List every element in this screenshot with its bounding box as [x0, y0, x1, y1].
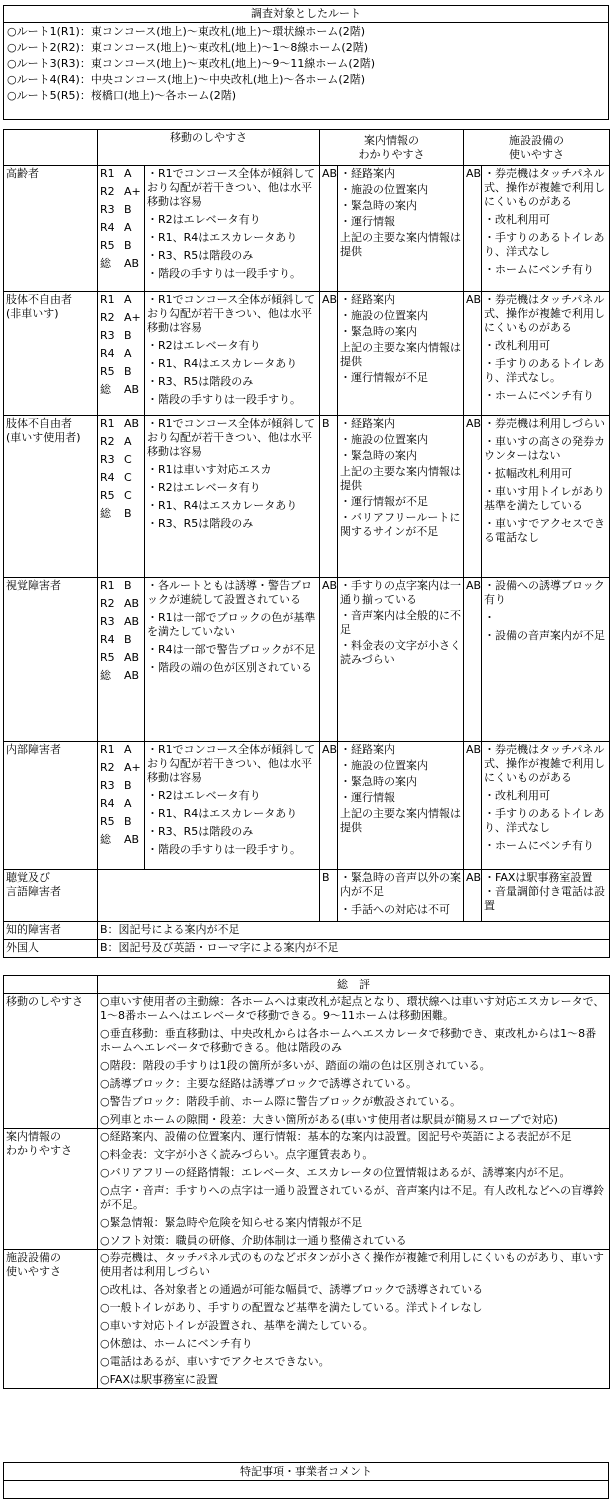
row-label: 知的障害者 — [4, 922, 98, 940]
rating-line — [100, 257, 142, 271]
info-grade: AB — [320, 742, 338, 870]
mobility-item: ・階段の手すりは一段手すり。 — [147, 843, 301, 856]
mobility-cell — [145, 742, 320, 870]
facility-item: ・ホームにベンチ有り — [484, 389, 594, 402]
summary-title: 総 評 — [98, 976, 610, 994]
route-code: R4 — [100, 471, 115, 484]
header-info-line2: わかりやすさ — [358, 147, 425, 161]
ratings-cell — [98, 166, 145, 292]
row-label — [4, 416, 98, 578]
summary-item: ○料金表：文字が小さく読みづらい。点字運賃表あり。 — [100, 1148, 374, 1161]
info-item: 上記の主要な案内情報は提供 — [340, 465, 461, 492]
routes-table — [3, 5, 609, 120]
mobility-item: ・R1、R4はエスカレータあり — [147, 807, 298, 820]
mobility-item: ・R2はエレベータ有り — [147, 213, 261, 226]
facility-item: ・券売機はタッチパネル式、操作が複雑で利用しにくいものがある — [484, 167, 605, 208]
route-code: R3 — [100, 329, 115, 342]
route-grade: AB — [124, 417, 140, 430]
info-cell — [338, 416, 464, 578]
route-grade: B — [124, 365, 132, 378]
summary-cell — [98, 1250, 610, 1389]
route-code: R3 — [100, 203, 115, 216]
mobility-item: ・R3、R5は階段のみ — [147, 375, 254, 388]
route-code: R5 — [100, 489, 115, 502]
route-grade: A — [124, 221, 132, 234]
summary-label-line: 移動のしやすさ — [6, 995, 83, 1008]
route-code: R5 — [100, 239, 115, 252]
mobility-item: ・R1でコンコース全体が傾斜しており勾配が若干きつい、他は水平移動は容易 — [147, 743, 316, 784]
info-item: ・手話への対応は不可 — [340, 903, 450, 916]
route-grade: A — [124, 743, 132, 756]
notes-body — [4, 1481, 609, 1499]
eval-row — [4, 416, 610, 578]
row-label-line: 聴覚及び — [6, 871, 50, 884]
route-code: R4 — [100, 347, 115, 360]
rating-line — [100, 833, 142, 847]
route-code: R2 — [100, 761, 115, 774]
rating-line — [100, 743, 142, 757]
route-code: R4 — [100, 221, 115, 234]
mobility-item: ・R1でコンコース全体が傾斜しており勾配が若干きつい、他は水平移動は容易 — [147, 167, 316, 208]
summary-label — [4, 1250, 98, 1389]
facility-cell — [482, 742, 610, 870]
route-grade: B — [124, 579, 132, 592]
mobility-cell — [145, 578, 320, 742]
mobility-item: ・R1でコンコース全体が傾斜しており勾配が若干きつい、他は水平移動は容易 — [147, 417, 316, 458]
rating-line — [100, 311, 142, 325]
route-code: R3 — [100, 779, 115, 792]
rating-line — [100, 597, 142, 611]
route-grade: A — [124, 435, 132, 448]
summary-item: ○警告ブロック：階段手前、ホーム際に警告ブロックが敷設されている。 — [100, 1095, 462, 1108]
rating-line — [100, 489, 142, 503]
route-grade: A — [124, 293, 132, 306]
summary-item: ○経路案内、設備の位置案内、運行情報：基本的な案内は設置。図記号や英語による表記が不足 — [100, 1130, 572, 1143]
summary-item: ○電話はあるが、車いすでアクセスできない。 — [100, 1355, 330, 1368]
route-code: R3 — [100, 453, 115, 466]
rating-line — [100, 203, 142, 217]
rating-line — [100, 507, 142, 521]
mobility-item: ・R3、R5は階段のみ — [147, 517, 254, 530]
eval-row — [4, 166, 610, 292]
row-label — [4, 742, 98, 870]
route-code: 総 — [100, 257, 111, 270]
route-grade: AB — [124, 597, 140, 610]
summary-item: ○改札は、各対象者との通過が可能な幅員で、誘導ブロックで誘導されている — [100, 1283, 484, 1296]
route-code: R1 — [100, 743, 115, 756]
facility-item: ・改札利用可 — [484, 789, 550, 802]
info-item: 上記の主要な案内情報は提供 — [340, 231, 461, 258]
rating-line — [100, 797, 142, 811]
info-cell — [338, 578, 464, 742]
facility-item: ・設備への誘導ブロック有り — [484, 579, 605, 606]
route-code: R2 — [100, 435, 115, 448]
info-item: ・料金表の文字が小さく読みづらい — [340, 639, 461, 666]
route-grade: A — [124, 347, 132, 360]
summary-row — [4, 1129, 610, 1250]
route-item: ○ルート3(R3)：東コンコース(地上)～東改札(地上)～9～11線ホーム(2階) — [7, 57, 376, 70]
facility-grade: AB — [464, 578, 482, 742]
header-facility — [464, 130, 610, 166]
summary-item: ○誘導ブロック：主要な経路は誘導ブロックで誘導されている。 — [100, 1077, 418, 1090]
route-code: R5 — [100, 815, 115, 828]
mobility-item: ・各ルートともは誘導・警告ブロックが連続して設置されている — [147, 579, 312, 606]
row-text: B：図記号及び英語・ローマ字による案内が不足 — [98, 940, 610, 958]
facility-grade: AB — [464, 870, 482, 922]
route-code: R5 — [100, 365, 115, 378]
info-item: ・緊急時の案内 — [340, 325, 417, 338]
route-grade: A — [124, 797, 132, 810]
routes-list — [4, 23, 609, 120]
facility-grade: AB — [464, 166, 482, 292]
route-code: 総 — [100, 669, 111, 682]
facility-item: ・改札利用可 — [484, 213, 550, 226]
notes-title: 特記事項・事業者コメント — [4, 1463, 609, 1481]
summary-item: ○緊急情報：緊急時や危険を知らせる案内情報が不足 — [100, 1216, 363, 1229]
facility-item: ・音量調節付き電話は設置 — [484, 885, 605, 912]
summary-item: ○FAXは駅事務室に設置 — [100, 1373, 218, 1386]
route-grade: B — [124, 633, 132, 646]
rating-line — [100, 669, 142, 683]
summary-item: ○休憩は、ホームにベンチ有り — [100, 1337, 253, 1350]
summary-item: ○垂直移動：垂直移動は、中央改札からは各ホームへエスカレータで移動でき、東改札からは1～8番ホームへエレベータで移動できる。他は階段のみ — [100, 1027, 597, 1054]
summary-item: ○点字・音声：手すりへの点字は一通り設置されているが、音声案内は不足。有人改札などへの盲導鈴が不足。 — [100, 1184, 605, 1211]
ratings-cell — [98, 416, 145, 578]
route-code: 総 — [100, 383, 111, 396]
rating-line — [100, 633, 142, 647]
row-label-line: 視覚障害者 — [6, 579, 61, 592]
summary-label — [4, 994, 98, 1129]
summary-row — [4, 994, 610, 1129]
row-label — [4, 292, 98, 416]
mobility-item: ・階段の端の色が区別されている — [147, 661, 312, 674]
header-facility-line2: 使いやすさ — [509, 147, 564, 161]
rating-line — [100, 651, 142, 665]
facility-grade: AB — [464, 292, 482, 416]
header-info-line1: 案内情報の — [364, 133, 419, 147]
eval-row — [4, 578, 610, 742]
mobility-item: ・R1は車いす対応エスカ — [147, 463, 272, 476]
row-label-line: 肢体不自由者 — [6, 293, 72, 306]
route-code: R1 — [100, 167, 115, 180]
notes-table — [3, 1462, 609, 1499]
route-item: ○ルート4(R4)：中央コンコース(地上)～中央改札(地上)～各ホーム(2階) — [7, 73, 366, 86]
summary-item: ○列車とホームの隙間・段差：大きい箇所がある(車いす使用者は駅員が簡易スロープで対応) — [100, 1113, 558, 1126]
summary-item: ○階段：階段の手すりは1段の箇所が多いが、踏面の端の色は区別されている。 — [100, 1059, 491, 1072]
mobility-item: ・R2はエレベータ有り — [147, 789, 261, 802]
route-code: R1 — [100, 579, 115, 592]
facility-item: ・券売機はタッチパネル式、操作が複雑で利用しにくいものがある — [484, 293, 605, 334]
facility-item: ・ — [484, 611, 495, 624]
summary-table — [3, 975, 610, 1389]
header-facility-line1: 施設設備の — [509, 133, 564, 147]
info-item: ・経路案内 — [340, 167, 395, 180]
route-code: R4 — [100, 633, 115, 646]
rating-line — [100, 579, 142, 593]
route-grade: B — [124, 815, 132, 828]
info-grade: AB — [320, 292, 338, 416]
facility-item: ・車いす用トイレがあり基準を満たしている — [484, 485, 605, 512]
mobility-item: ・R1でコンコース全体が傾斜しており勾配が若干きつい、他は水平移動は容易 — [147, 293, 316, 334]
route-item: ○ルート1(R1)：東コンコース(地上)～東改札(地上)～環状線ホーム(2階) — [7, 25, 366, 38]
facility-item: ・拡幅改札利用可 — [484, 467, 572, 480]
info-grade: B — [320, 416, 338, 578]
info-cell — [338, 870, 464, 922]
route-code: R2 — [100, 185, 115, 198]
route-grade: AB — [124, 833, 140, 846]
summary-label-line: 施設設備の — [6, 1251, 61, 1264]
rating-line — [100, 761, 142, 775]
route-code: R1 — [100, 293, 115, 306]
route-code: 総 — [100, 833, 111, 846]
rating-line — [100, 417, 142, 431]
facility-item: ・手すりのあるトイレあり、洋式なし。 — [484, 357, 605, 384]
eval-row-foreigner — [4, 940, 610, 958]
facility-item: ・車いすの高さの発券カウンターはない — [484, 435, 605, 462]
header-blank — [4, 130, 98, 166]
route-code: R1 — [100, 417, 115, 430]
route-grade: C — [124, 489, 132, 502]
route-grade: AB — [124, 669, 140, 682]
rating-line — [100, 615, 142, 629]
row-label — [4, 166, 98, 292]
facility-item: ・券売機はタッチパネル式、操作が複雑で利用しにくいものがある — [484, 743, 605, 784]
rating-line — [100, 365, 142, 379]
info-cell — [338, 742, 464, 870]
row-label-line: (車いす使用者) — [6, 431, 81, 444]
info-item: ・緊急時の案内 — [340, 775, 417, 788]
info-item: 上記の主要な案内情報は提供 — [340, 341, 461, 368]
info-item: ・経路案内 — [340, 743, 395, 756]
row-label: 外国人 — [4, 940, 98, 958]
route-grade: B — [124, 779, 132, 792]
info-item: ・手すりの点字案内は一通り揃っている — [340, 579, 461, 606]
rating-line — [100, 329, 142, 343]
eval-row — [4, 292, 610, 416]
info-item: ・経路案内 — [340, 417, 395, 430]
info-item: ・運行情報 — [340, 791, 395, 804]
ratings-cell — [98, 292, 145, 416]
facility-item: ・改札利用可 — [484, 339, 550, 352]
mobility-cell — [98, 870, 320, 922]
eval-row-intellectual — [4, 922, 610, 940]
route-code: R2 — [100, 311, 115, 324]
info-item: 上記の主要な案内情報は提供 — [340, 807, 461, 834]
info-grade: AB — [320, 166, 338, 292]
rating-line — [100, 471, 142, 485]
facility-item: ・ホームにベンチ有り — [484, 839, 594, 852]
info-cell — [338, 292, 464, 416]
summary-label-line: わかりやすさ — [6, 1144, 72, 1157]
info-item: ・バリアフリールートに関するサインが不足 — [340, 511, 461, 538]
facility-item: ・FAXは駅事務室設置 — [484, 871, 593, 884]
summary-header-blank — [4, 976, 98, 994]
facility-item: ・ホームにベンチ有り — [484, 263, 594, 276]
route-grade: AB — [124, 615, 140, 628]
rating-line — [100, 779, 142, 793]
row-label — [4, 578, 98, 742]
rating-line — [100, 453, 142, 467]
summary-item: ○ソフト対策：職員の研修、介助体制は一通り整備されている — [100, 1234, 407, 1247]
summary-item: ○バリアフリーの経路情報：エレベータ、エスカレータの位置情報はあるが、誘導案内が不足。 — [100, 1166, 571, 1179]
info-item: ・経路案内 — [340, 293, 395, 306]
route-grade: C — [124, 471, 132, 484]
row-label-line: 内部障害者 — [6, 743, 61, 756]
facility-grade: AB — [464, 742, 482, 870]
rating-line — [100, 435, 142, 449]
facility-item: ・手すりのあるトイレあり、洋式なし — [484, 807, 605, 834]
route-code: 総 — [100, 507, 111, 520]
route-grade: B — [124, 203, 132, 216]
summary-cell — [98, 994, 610, 1129]
info-item: ・施設の位置案内 — [340, 309, 428, 322]
mobility-item: ・R1は一部でブロックの色が基準を満たしていない — [147, 611, 316, 638]
row-label — [4, 870, 98, 922]
rating-line — [100, 239, 142, 253]
mobility-item: ・R1、R4はエスカレータあり — [147, 499, 298, 512]
rating-line — [100, 347, 142, 361]
route-item: ○ルート2(R2)：東コンコース(地上)～東改札(地上)～1～8線ホーム(2階) — [7, 41, 369, 54]
info-item: ・緊急時の音声以外の案内が不足 — [340, 871, 461, 898]
mobility-item: ・R1、R4はエスカレータあり — [147, 357, 298, 370]
summary-item: ○車いす使用者の主動線：各ホームへは東改札が起点となり、環状線へは車いす対応エスカレータで、1～8番ホームへはエレベータで移動できる。9～11ホームは移動困難。 — [100, 995, 605, 1022]
info-grade: B — [320, 870, 338, 922]
mobility-item: ・R2はエレベータ有り — [147, 339, 261, 352]
evaluation-table — [3, 129, 610, 958]
ratings-cell — [98, 578, 145, 742]
route-grade: A+ — [124, 761, 141, 774]
routes-title: 調査対象としたルート — [4, 6, 609, 23]
route-code: R3 — [100, 615, 115, 628]
row-label-line: 高齢者 — [6, 167, 39, 180]
info-item: ・運行情報が不足 — [340, 495, 428, 508]
mobility-item: ・R2はエレベータ有り — [147, 481, 261, 494]
mobility-cell — [145, 416, 320, 578]
mobility-cell — [145, 292, 320, 416]
facility-item: ・設備の音声案内が不足 — [484, 629, 605, 642]
rating-line — [100, 383, 142, 397]
mobility-item: ・階段の手すりは一段手すり。 — [147, 267, 301, 280]
route-grade: B — [124, 329, 132, 342]
route-grade: AB — [124, 383, 140, 396]
summary-item: ○一般トイレがあり、手すりの配置など基準を満たしている。洋式トイレなし — [100, 1301, 483, 1314]
mobility-item: ・R3、R5は階段のみ — [147, 249, 254, 262]
route-code: R2 — [100, 597, 115, 610]
route-grade: AB — [124, 257, 140, 270]
mobility-item: ・R3、R5は階段のみ — [147, 825, 254, 838]
route-grade: A — [124, 167, 132, 180]
facility-cell — [482, 166, 610, 292]
rating-line — [100, 815, 142, 829]
summary-label-line: 案内情報の — [6, 1130, 61, 1143]
info-item: ・施設の位置案内 — [340, 183, 428, 196]
route-code: R4 — [100, 797, 115, 810]
route-grade: A+ — [124, 185, 141, 198]
facility-grade: AB — [464, 416, 482, 578]
info-cell — [338, 166, 464, 292]
rating-line — [100, 167, 142, 181]
rating-line — [100, 185, 142, 199]
header-mobility: 移動のしやすさ — [98, 130, 320, 166]
facility-item: ・車いすでアクセスできる電話なし — [484, 517, 605, 544]
row-label-line: (非車いす) — [6, 307, 59, 320]
mobility-cell — [145, 166, 320, 292]
rating-line — [100, 221, 142, 235]
route-code: R5 — [100, 651, 115, 664]
facility-cell — [482, 870, 610, 922]
ratings-cell — [98, 742, 145, 870]
rating-line — [100, 293, 142, 307]
summary-item: ○券売機は、タッチパネル式のものなどボタンが小さく操作が複雑で利用しにくいものがあり、車いす使用者は利用しづらい — [100, 1251, 604, 1278]
info-grade: AB — [320, 578, 338, 742]
info-item: ・施設の位置案内 — [340, 759, 428, 772]
route-grade: B — [124, 239, 132, 252]
mobility-item: ・R4は一部で警告ブロックが不足 — [147, 643, 316, 656]
info-item: ・緊急時の案内 — [340, 449, 417, 462]
route-grade: B — [124, 507, 132, 520]
info-item: ・緊急時の案内 — [340, 199, 417, 212]
route-item: ○ルート5(R5)：桜橋口(地上)～各ホーム(2階) — [7, 89, 236, 102]
route-grade: A+ — [124, 311, 141, 324]
summary-label-line: 使いやすさ — [6, 1265, 61, 1278]
row-text: B：図記号による案内が不足 — [98, 922, 610, 940]
summary-row — [4, 1250, 610, 1389]
mobility-item: ・R1、R4はエスカレータあり — [147, 231, 298, 244]
info-item: ・運行情報が不足 — [340, 371, 428, 384]
facility-cell — [482, 416, 610, 578]
row-label-line: 肢体不自由者 — [6, 417, 72, 430]
mobility-item: ・階段の手すりは一段手すり。 — [147, 393, 301, 406]
eval-row-hearing — [4, 870, 610, 922]
summary-cell — [98, 1129, 610, 1250]
facility-item: ・手すりのあるトイレあり、洋式なし — [484, 231, 605, 258]
facility-cell — [482, 292, 610, 416]
info-item: ・運行情報 — [340, 215, 395, 228]
info-item: ・施設の位置案内 — [340, 433, 428, 446]
summary-label — [4, 1129, 98, 1250]
info-item: ・音声案内は全般的に不足 — [340, 609, 461, 636]
facility-cell — [482, 578, 610, 742]
summary-item: ○車いす対応トイレが設置され、基準を満たしている。 — [100, 1319, 374, 1332]
facility-item: ・券売機は利用しづらい — [484, 417, 605, 430]
header-info — [320, 130, 464, 166]
route-grade: C — [124, 453, 132, 466]
route-grade: AB — [124, 651, 140, 664]
eval-row — [4, 742, 610, 870]
row-label-line: 言語障害者 — [6, 885, 61, 898]
